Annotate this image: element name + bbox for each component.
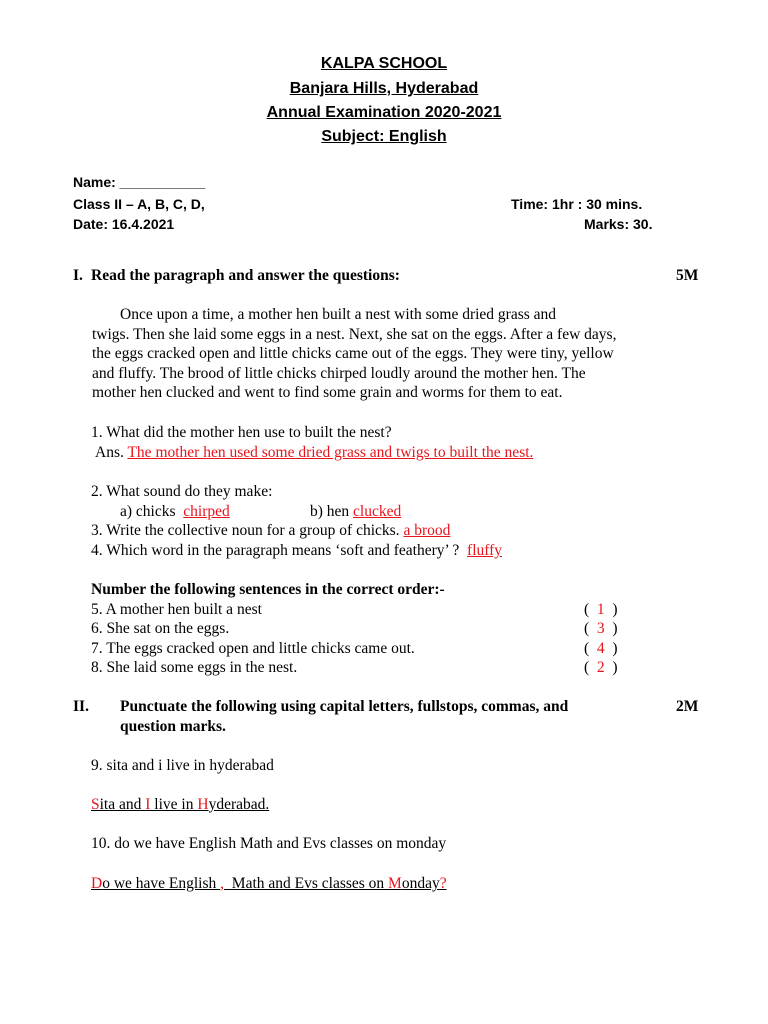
answer-text: onday bbox=[401, 875, 440, 892]
order-answer-value: 3 bbox=[596, 620, 605, 637]
section1-numeral: I. bbox=[73, 267, 83, 284]
order-item: 6. She sat on the eggs. bbox=[91, 620, 230, 637]
capital-letter: D bbox=[91, 875, 103, 892]
q2b-answer: clucked bbox=[353, 503, 402, 520]
q4-answer: fluffy bbox=[467, 542, 503, 559]
paragraph-line: Once upon a time, a mother hen built a nest with some dried grass and bbox=[120, 306, 557, 323]
question-3 bbox=[91, 521, 450, 540]
answer-label: Ans. bbox=[95, 444, 124, 461]
question-2: 2. What sound do they make: bbox=[91, 483, 273, 500]
section1-marks: 5M bbox=[676, 267, 699, 284]
order-answer: ( 2 ) bbox=[584, 659, 618, 676]
answer-9 bbox=[91, 795, 269, 814]
order-answer-value: 2 bbox=[596, 659, 605, 676]
order-answer: ( 1 ) bbox=[584, 601, 618, 618]
order-answer-value: 1 bbox=[596, 601, 605, 618]
q3-answer: a brood bbox=[403, 522, 451, 539]
question-mark: ? bbox=[439, 875, 447, 892]
comma-mark: , bbox=[220, 875, 225, 892]
q3-text: 3. Write the collective noun for a group of chicks. bbox=[91, 522, 400, 539]
paragraph-line: and fluffy. The brood of little chicks chirped loudly around the mother hen. The bbox=[92, 364, 586, 382]
question-2b bbox=[310, 502, 401, 521]
section2-title-line2: question marks. bbox=[120, 718, 226, 735]
answer-text: ita and bbox=[99, 796, 146, 813]
capital-letter: H bbox=[197, 796, 209, 813]
paragraph-line: the eggs cracked open and little chicks came out of the eggs. They were tiny, yellow bbox=[92, 345, 614, 363]
capital-letter: S bbox=[91, 796, 100, 813]
q4-text: 4. Which word in the paragraph means ‘soft and feathery’ ? bbox=[91, 542, 460, 559]
date-field: Date: 16.4.2021 bbox=[73, 216, 175, 232]
q2a-answer: chirped bbox=[183, 503, 230, 520]
name-field: Name: ___________ bbox=[73, 174, 206, 190]
paragraph-line: twigs. Then she laid some eggs in a nest. Next, she sat on the eggs. After a few days, bbox=[92, 325, 617, 343]
order-answer: ( 3 ) bbox=[584, 620, 618, 637]
school-location: Banjara Hills, Hyderabad bbox=[289, 80, 479, 97]
answer-10 bbox=[91, 874, 447, 893]
answer-text: yderabad. bbox=[208, 796, 270, 813]
exam-title: Annual Examination 2020-2021 bbox=[266, 104, 502, 121]
question-2a bbox=[120, 502, 230, 521]
answer-1 bbox=[95, 443, 533, 462]
q2b-label: b) hen bbox=[310, 503, 350, 520]
order-item: 7. The eggs cracked open and little chicks came out. bbox=[91, 640, 415, 657]
capital-letter: M bbox=[388, 875, 402, 892]
subject-title: Subject: English bbox=[321, 128, 447, 145]
question-4 bbox=[91, 541, 502, 560]
capital-letter: I bbox=[145, 796, 151, 813]
time-field: Time: 1hr : 30 mins. bbox=[511, 196, 643, 212]
section2-marks: 2M bbox=[676, 698, 699, 715]
reading-paragraph bbox=[92, 305, 712, 403]
class-field: Class II – A, B, C, D, bbox=[73, 196, 205, 212]
question-9: 9. sita and i live in hyderabad bbox=[91, 757, 274, 774]
order-answer-value: 4 bbox=[596, 640, 605, 657]
order-item: 8. She laid some eggs in the nest. bbox=[91, 659, 298, 676]
answer-1-text: The mother hen used some dried grass and twigs to built the nest. bbox=[127, 444, 534, 461]
answer-text: Math and Evs classes on bbox=[224, 875, 389, 892]
answer-text: live in bbox=[150, 796, 198, 813]
section2-title-line1: Punctuate the following using capital letters, fullstops, commas, and bbox=[120, 698, 569, 715]
school-name: KALPA SCHOOL bbox=[320, 55, 448, 72]
marks-field: Marks: 30. bbox=[584, 216, 653, 232]
order-item: 5. A mother hen built a nest bbox=[91, 601, 262, 618]
section1-title: Read the paragraph and answer the questions: bbox=[91, 267, 400, 284]
question-1: 1. What did the mother hen use to built the nest? bbox=[91, 424, 392, 441]
order-title: Number the following sentences in the correct order:- bbox=[91, 581, 445, 598]
order-answer: ( 4 ) bbox=[584, 640, 618, 657]
section2-numeral: II. bbox=[73, 698, 89, 715]
paragraph-line: mother hen clucked and went to find some grain and worms for them to eat. bbox=[92, 384, 563, 402]
question-10: 10. do we have English Math and Evs classes on monday bbox=[91, 835, 447, 852]
answer-text: o we have English bbox=[102, 875, 221, 892]
q2a-label: a) chicks bbox=[120, 503, 176, 520]
